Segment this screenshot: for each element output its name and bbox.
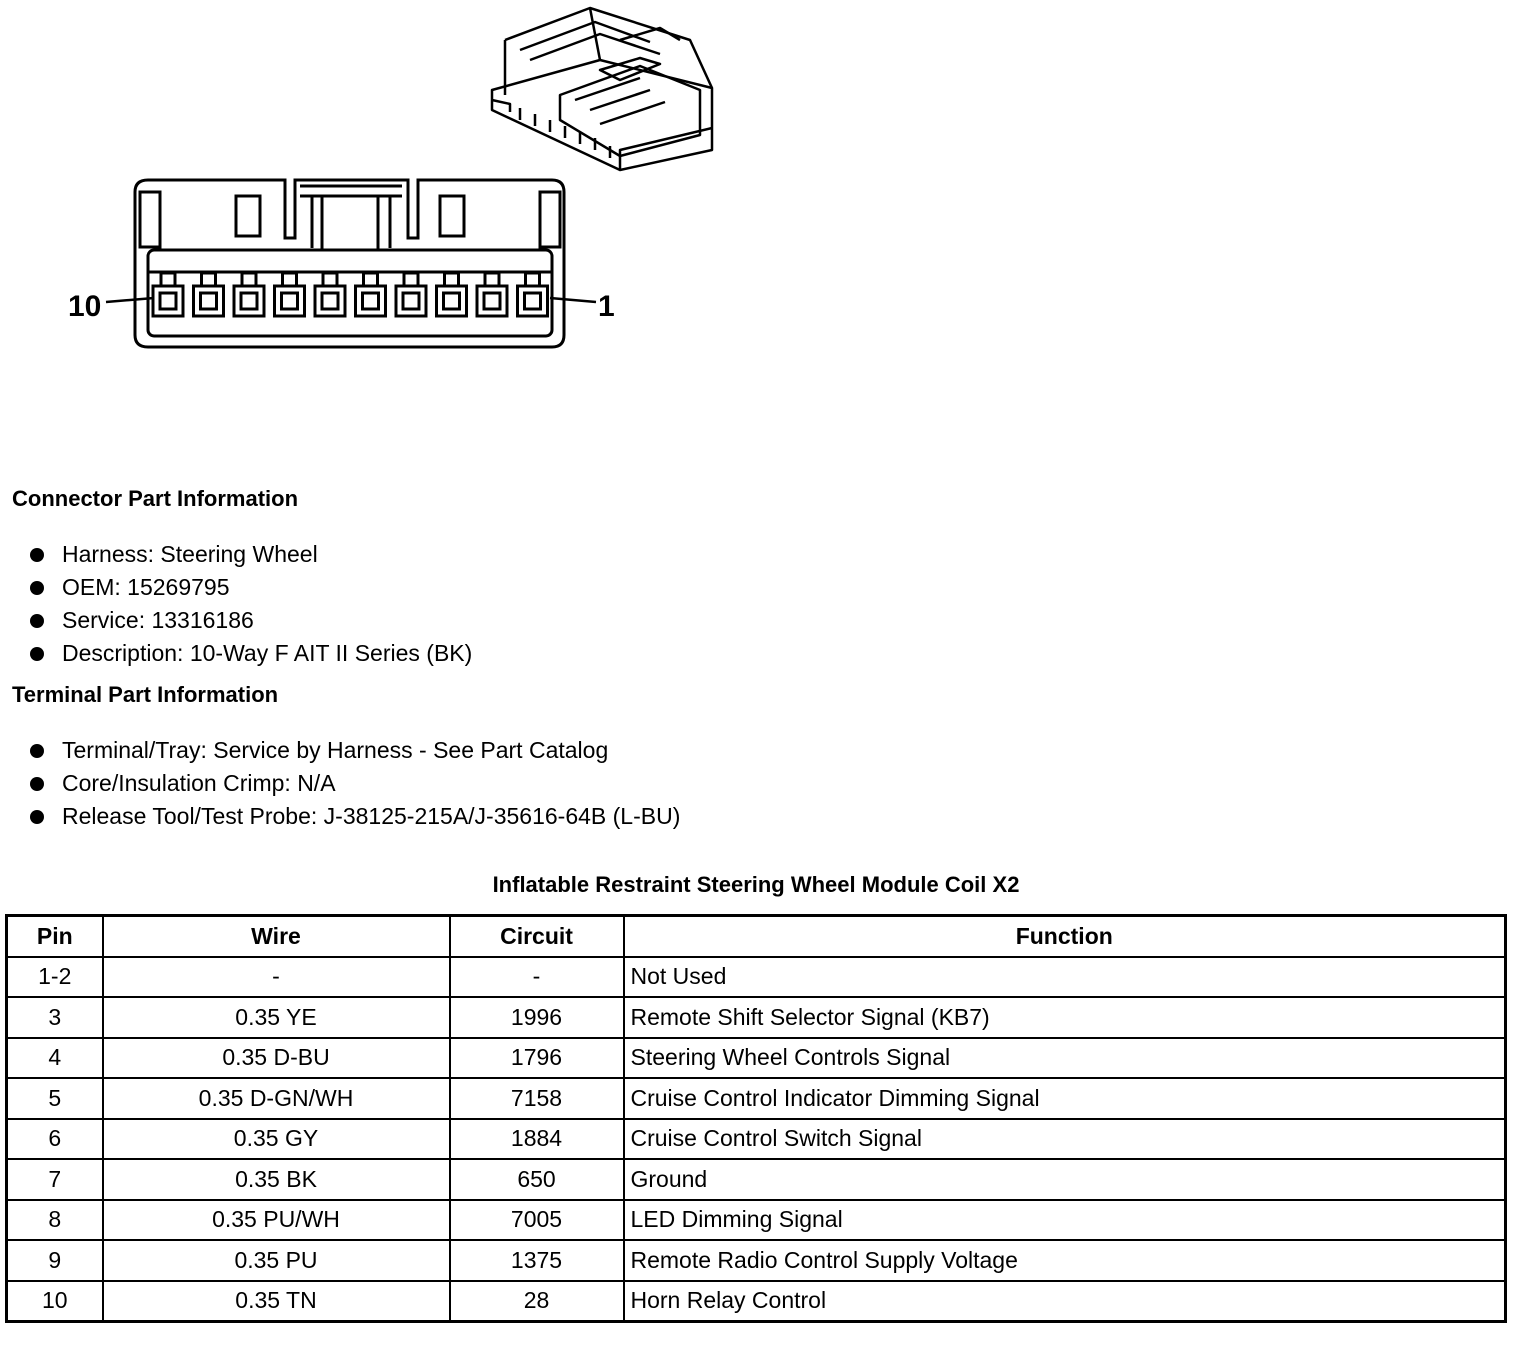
header-wire: Wire [103, 916, 450, 957]
table-row [7, 957, 1506, 998]
pin-cavity [518, 286, 548, 316]
pin-latch [242, 273, 256, 286]
function-cell: Ground [624, 1159, 1506, 1200]
connector-face-view [135, 180, 564, 347]
pin-cavity-inner [363, 293, 379, 309]
table-header-row [7, 916, 1506, 957]
circuit-cell: 28 [450, 1281, 624, 1322]
header-pin: Pin [7, 916, 103, 957]
wire-cell: 0.35 D-BU [103, 1038, 450, 1079]
circuit-cell: 650 [450, 1159, 624, 1200]
header-function: Function [624, 916, 1506, 957]
wire-cell: 0.35 D-GN/WH [103, 1078, 450, 1119]
list-item: Description: 10-Way F AIT II Series (BK) [28, 637, 472, 670]
circuit-cell: 1375 [450, 1240, 624, 1281]
connector-info-list [28, 538, 472, 670]
list-item: Release Tool/Test Probe: J-38125-215A/J-35616-64B (L-BU) [28, 800, 680, 833]
circuit-cell: 7005 [450, 1200, 624, 1241]
wire-cell: - [103, 957, 450, 998]
pin-cavity-inner [444, 293, 460, 309]
pin-cavity-inner [525, 293, 541, 309]
header-circuit: Circuit [450, 916, 624, 957]
table-row [7, 1200, 1506, 1241]
pin-cavity [437, 286, 467, 316]
circuit-cell: 1796 [450, 1038, 624, 1079]
pin-10-label: 10 [68, 290, 102, 323]
table-row [7, 997, 1506, 1038]
pin-cell: 8 [7, 1200, 103, 1241]
pin-cavity-inner [282, 293, 298, 309]
circuit-cell: 7158 [450, 1078, 624, 1119]
list-item: Terminal/Tray: Service by Harness - See Part Catalog [28, 734, 680, 767]
pin-cell: 9 [7, 1240, 103, 1281]
pin-cell: 1-2 [7, 957, 103, 998]
pin-cavity [396, 286, 426, 316]
table-row [7, 1240, 1506, 1281]
table-row [7, 1281, 1506, 1322]
connector-diagram [60, 0, 760, 360]
pin-latch [485, 273, 499, 286]
pin-leaders [106, 298, 596, 302]
wire-cell: 0.35 YE [103, 997, 450, 1038]
pin-cavity [356, 286, 386, 316]
function-cell: Horn Relay Control [624, 1281, 1506, 1322]
pin-cavity [477, 286, 507, 316]
function-cell: LED Dimming Signal [624, 1200, 1506, 1241]
function-cell: Cruise Control Indicator Dimming Signal [624, 1078, 1506, 1119]
pin-cavity [275, 286, 305, 316]
function-cell: Remote Radio Control Supply Voltage [624, 1240, 1506, 1281]
circuit-cell: - [450, 957, 624, 998]
connector-iso-view [492, 8, 712, 170]
function-cell: Remote Shift Selector Signal (KB7) [624, 997, 1506, 1038]
pin-cavity-inner [160, 293, 176, 309]
pin-latch [283, 273, 297, 286]
circuit-cell: 1884 [450, 1119, 624, 1160]
pin-cavity [234, 286, 264, 316]
connector-info-heading: Connector Part Information [12, 486, 299, 511]
table-row [7, 1038, 1506, 1079]
pin-cell: 6 [7, 1119, 103, 1160]
circuit-cell: 1996 [450, 997, 624, 1038]
pin-cavity [194, 286, 224, 316]
table-title: Inflatable Restraint Steering Wheel Module Coil X2 [492, 872, 1020, 897]
pin-1-label: 1 [598, 290, 615, 323]
pin-cavity-inner [403, 293, 419, 309]
pin-cavities [153, 273, 548, 316]
table-row [7, 1159, 1506, 1200]
pin-cell: 4 [7, 1038, 103, 1079]
pin-latch [323, 273, 337, 286]
pin-cavity [315, 286, 345, 316]
pin-cavity-inner [322, 293, 338, 309]
table-row [7, 1119, 1506, 1160]
pin-cell: 3 [7, 997, 103, 1038]
pin-latch [526, 273, 540, 286]
wire-cell: 0.35 GY [103, 1119, 450, 1160]
pin-latch [445, 273, 459, 286]
function-cell: Steering Wheel Controls Signal [624, 1038, 1506, 1079]
pin-cavity-inner [201, 293, 217, 309]
function-cell: Cruise Control Switch Signal [624, 1119, 1506, 1160]
list-item: Harness: Steering Wheel [28, 538, 472, 571]
table-row [7, 1078, 1506, 1119]
pin-latch [161, 273, 175, 286]
wire-cell: 0.35 TN [103, 1281, 450, 1322]
pinout-table [5, 914, 1507, 1323]
pin-cavity [153, 286, 183, 316]
pin-cell: 10 [7, 1281, 103, 1322]
list-item: Core/Insulation Crimp: N/A [28, 767, 680, 800]
function-cell: Not Used [624, 957, 1506, 998]
terminal-info-list [28, 734, 680, 833]
pin-cavity-inner [241, 293, 257, 309]
pin-latch [364, 273, 378, 286]
pin-latch [404, 273, 418, 286]
terminal-info-heading: Terminal Part Information [12, 682, 279, 707]
pin-latch [202, 273, 216, 286]
wire-cell: 0.35 PU [103, 1240, 450, 1281]
wire-cell: 0.35 BK [103, 1159, 450, 1200]
pin-cell: 7 [7, 1159, 103, 1200]
pin-cavity-inner [484, 293, 500, 309]
wire-cell: 0.35 PU/WH [103, 1200, 450, 1241]
list-item: OEM: 15269795 [28, 571, 472, 604]
pin-cell: 5 [7, 1078, 103, 1119]
list-item: Service: 13316186 [28, 604, 472, 637]
